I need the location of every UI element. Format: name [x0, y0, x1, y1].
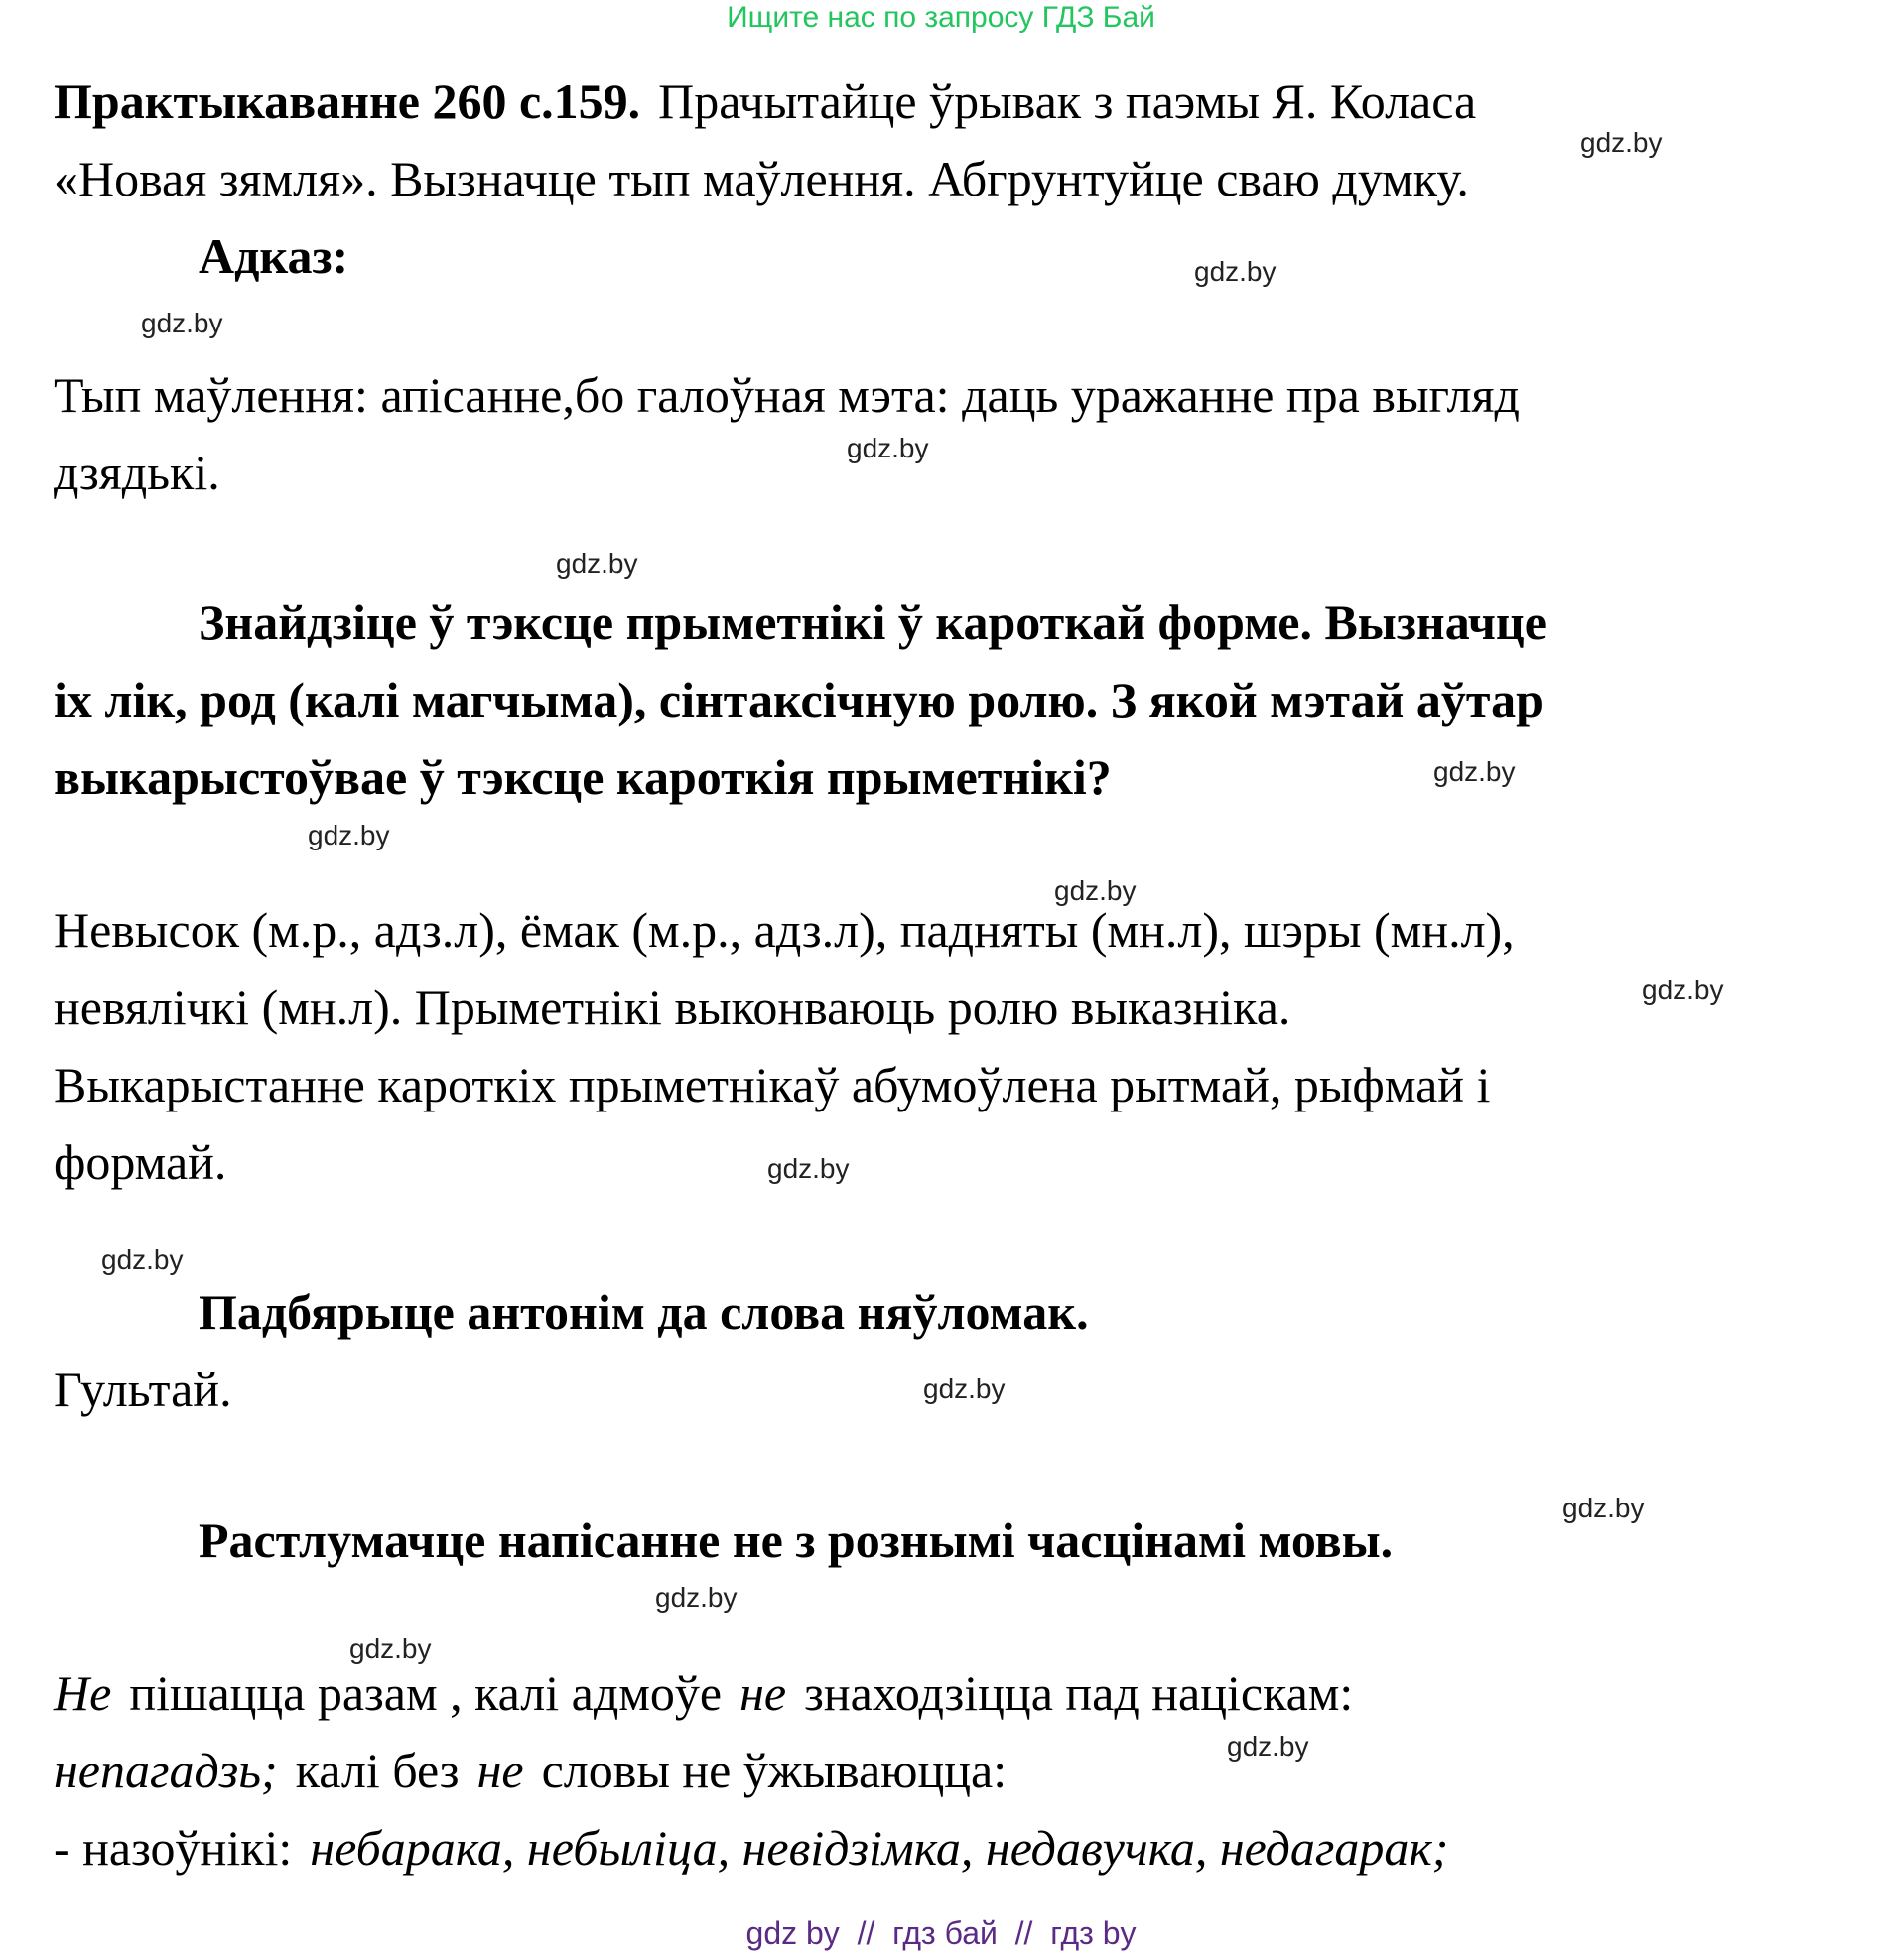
watermark: gdz.by — [1194, 256, 1277, 287]
task2-line-1: Знайдзіце ў тэксце прыметнікі ў кароткай форме. Вызначце — [199, 594, 1546, 650]
answer4-l2-italic-2: не — [476, 1743, 524, 1798]
task3-line-1: Падбярыце антонім да слова няўломак. — [199, 1284, 1089, 1340]
answer4-line-1 — [54, 1663, 1353, 1723]
task2-line-2: іх лік, род (калі магчыма), сінтаксічную ролю. З якой мэтай аўтар — [54, 672, 1544, 727]
watermark: gdz.by — [1642, 975, 1724, 1005]
exercise-line-2: «Новая зямля». Вызначце тып маўлення. Абгрунтуйце сваю думку. — [54, 151, 1469, 206]
watermark: gdz.by — [556, 548, 638, 579]
exercise-number: Практыкаванне 260 с.159. — [54, 73, 641, 129]
answer4-l2-italic-1: непагадзь; — [54, 1743, 278, 1798]
answer4-line-2 — [54, 1741, 1007, 1800]
answer4-l3-text-1: - назоўнікі: — [54, 1820, 293, 1876]
answer4-line-3 — [54, 1818, 1448, 1878]
exercise-instruction: Прачытайце ўрывак з паэмы Я. Коласа — [658, 73, 1477, 129]
watermark: gdz.by — [767, 1153, 850, 1184]
watermark: gdz.by — [141, 308, 223, 338]
answer4-l2-text-1: калі без — [295, 1743, 460, 1798]
answer2-line-3: Выкарыстанне кароткіх прыметнікаў абумоўлена рытмай, рыфмай і — [54, 1057, 1491, 1112]
watermark: gdz.by — [847, 433, 929, 463]
footer-links: gdz by // гдз бай // гдз by — [745, 1915, 1137, 1951]
answer4-l1-italic-2: не — [739, 1665, 787, 1721]
watermark: gdz.by — [1054, 875, 1137, 906]
watermark: gdz.by — [923, 1373, 1006, 1404]
watermark: gdz.by — [1562, 1493, 1645, 1523]
answer2-line-1: Невысок (м.р., адз.л), ёмак (м.р., адз.л), падняты (мн.л), шэры (мн.л), — [54, 902, 1515, 958]
task4-line-1: Растлумачце напісанне не з рознымі часцінамі мовы. — [199, 1512, 1394, 1568]
answer4-l1-text-2: знаходзіцца пад націскам: — [804, 1665, 1354, 1721]
watermark: gdz.by — [1433, 756, 1516, 787]
task2-line-3: выкарыстоўвае ў тэксце кароткія прыметнікі? — [54, 749, 1112, 805]
watermark: gdz.by — [101, 1244, 184, 1275]
answer1-line-1: Тып маўлення: апісанне,бо галоўная мэта: даць уражанне пра выгляд — [54, 367, 1520, 423]
answer4-l2-text-2: словы не ўжываюцца: — [541, 1743, 1008, 1798]
answer3-line-1: Гультай. — [54, 1362, 232, 1417]
watermark: gdz.by — [1580, 127, 1663, 158]
watermark: gdz.by — [655, 1582, 738, 1613]
exercise-heading — [54, 71, 1476, 131]
watermark: gdz.by — [349, 1633, 432, 1664]
answer1-line-2: дзядькі. — [54, 445, 220, 500]
answer2-line-2: невялічкі (мн.л). Прыметнікі выконваюць ролю выказніка. — [54, 980, 1291, 1035]
answer4-l1-text-1: пішацца разам , калі адмоўе — [129, 1665, 723, 1721]
answer2-line-4: формай. — [54, 1134, 227, 1190]
watermark: gdz.by — [308, 820, 390, 850]
answer-label: Адказ: — [199, 228, 349, 284]
answer4-l3-italic-1: небарака, небыліца, невідзімка, недавучка, недагарак; — [310, 1820, 1449, 1876]
answer4-l1-italic-1: Не — [54, 1665, 112, 1721]
top-banner: Ищите нас по запросу ГДЗ Бай — [727, 1, 1155, 34]
watermark: gdz.by — [1227, 1731, 1309, 1762]
